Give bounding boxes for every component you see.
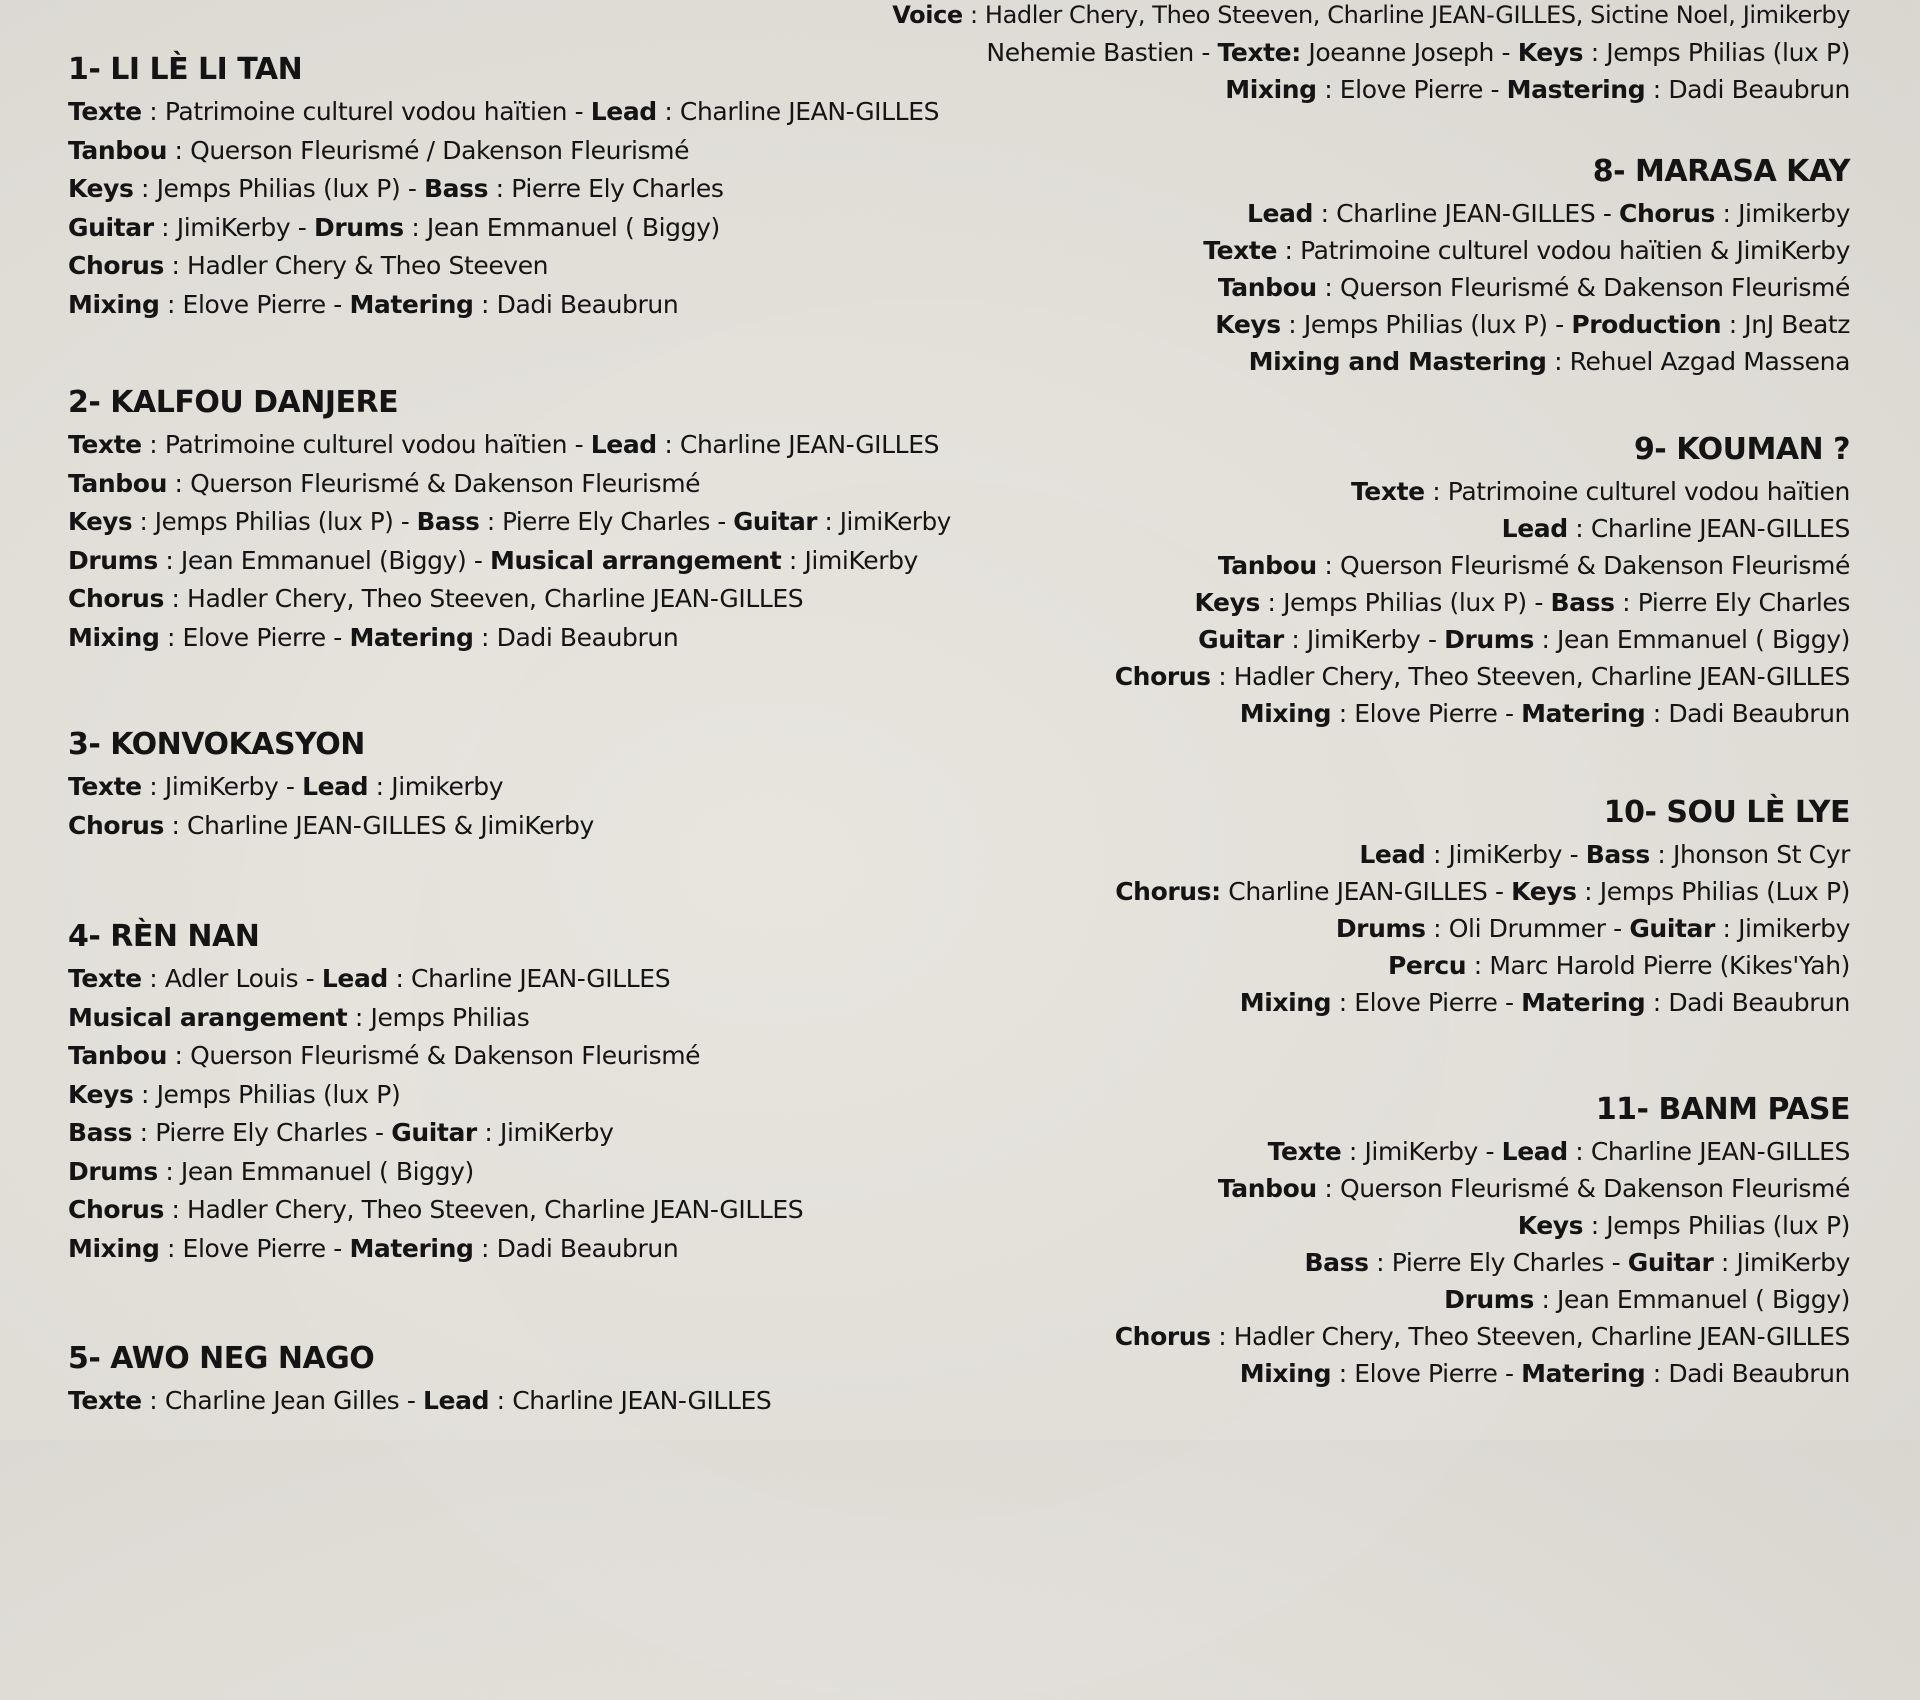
credit-line	[890, 473, 1850, 510]
credit-names: : Dadi Beaubrun	[473, 1233, 679, 1263]
credit-role: Drums	[1444, 1285, 1534, 1314]
track-block	[68, 725, 968, 845]
credit-names: : Jemps Philias (lux P) -	[132, 507, 417, 536]
credit-names: : Hadler Chery & Theo Steeven	[163, 251, 549, 280]
credit-names: : Patrimoine culturel vodou haïtien	[1424, 477, 1850, 506]
credit-names: : Elove Pierre -	[159, 622, 350, 652]
credit-names: : JimiKerby	[817, 507, 951, 536]
credit-role: Chorus	[1619, 199, 1715, 228]
credit-names: : Patrimoine culturel vodou haïtien -	[141, 430, 591, 459]
credit-line	[68, 1153, 968, 1192]
credit-role: Drums	[1335, 914, 1426, 943]
credit-names: : Pierre Ely Charles	[488, 174, 724, 203]
credit-names: : Patrimoine culturel vodou haïtien -	[141, 97, 591, 126]
track-title: 9- KOUMAN ?	[1633, 432, 1850, 467]
credit-line	[890, 510, 1850, 547]
track-block	[890, 152, 1850, 380]
credit-role: Matering	[1521, 1359, 1646, 1388]
credit-role: Lead	[1501, 1137, 1568, 1166]
credit-role: Lead	[590, 97, 657, 126]
credit-line	[890, 269, 1850, 306]
credit-role: Keys	[1194, 588, 1260, 617]
credit-names: : Dadi Beaubrun	[1645, 699, 1850, 728]
credit-names: : Jimikerby	[1714, 199, 1850, 228]
credit-role: Texte	[68, 430, 142, 459]
track-title: 11- BANM PASE	[1595, 1092, 1850, 1127]
credit-line	[890, 1355, 1850, 1392]
credit-role: Tanbou	[1217, 273, 1317, 302]
credit-names: : Querson Fleurismé & Dakenson Fleurismé	[1316, 551, 1850, 580]
credit-line	[68, 1076, 968, 1115]
credit-names: : Pierre Ely Charles	[1614, 588, 1850, 617]
credit-line	[890, 658, 1850, 695]
credit-line	[890, 1244, 1850, 1281]
credit-line	[68, 93, 968, 132]
track-title: 2- KALFOU DANJERE	[68, 385, 399, 420]
credit-role: Keys	[68, 174, 134, 203]
track-block	[890, 1090, 1850, 1392]
credit-role: Percu	[1387, 951, 1467, 980]
credit-names: : Hadler Chery, Theo Steeven, Charline JEAN-GILLES	[163, 1195, 804, 1224]
credit-names: : Dadi Beaubrun	[473, 289, 679, 319]
credit-line	[68, 209, 968, 248]
credit-line	[890, 621, 1850, 658]
credit-role: Texte	[1267, 1137, 1342, 1166]
credit-role: Chorus	[68, 584, 164, 613]
credit-names: : JimiKerby -	[141, 772, 303, 801]
credit-line	[890, 1281, 1850, 1318]
credit-names: : Jean Emmanuel ( Biggy)	[1533, 1285, 1850, 1314]
credit-line	[890, 343, 1850, 380]
credit-role: Musical arangement	[68, 1002, 348, 1032]
credit-names: : JimiKerby	[781, 545, 918, 575]
credit-role: Chorus	[1114, 1322, 1211, 1351]
track-title: 10- SOU LÈ LYE	[1603, 795, 1850, 830]
credit-role: Musical arrangement	[490, 545, 782, 575]
credit-names: : Oli Drummer -	[1425, 914, 1630, 943]
track-title: 1- LI LÈ LI TAN	[68, 52, 303, 87]
credit-names: : Rehuel Azgad Massena	[1546, 347, 1850, 376]
credit-role: Lead	[302, 772, 369, 801]
credit-names: : Adler Louis -	[141, 964, 322, 993]
credit-line	[890, 1170, 1850, 1207]
credit-role: Drums	[1444, 625, 1534, 654]
credit-role: Tanbou	[68, 1041, 167, 1070]
credit-names: : JimiKerby	[1713, 1248, 1850, 1277]
credit-names: : Jemps Philias	[347, 1002, 530, 1032]
credit-names: Joeanne Joseph -	[1300, 38, 1518, 67]
credit-names: : Elove Pierre -	[1331, 988, 1522, 1017]
credit-line	[68, 542, 968, 581]
credit-names: : Pierre Ely Charles -	[479, 507, 734, 536]
credit-line	[890, 547, 1850, 584]
credit-role: Keys	[1517, 38, 1584, 67]
credit-names: : Elove Pierre -	[1331, 699, 1522, 728]
credit-names: : JimiKerby -	[1283, 625, 1445, 654]
credit-role: Guitar	[391, 1118, 477, 1147]
credit-names: : Dadi Beaubrun	[1645, 988, 1850, 1017]
credit-names: : Hadler Chery, Theo Steeven, Charline JEAN-GILLES	[163, 584, 804, 613]
credit-names: : Charline JEAN-GILLES	[489, 1386, 772, 1415]
credit-line	[890, 695, 1850, 732]
credit-names: Charline JEAN-GILLES -	[1220, 877, 1512, 906]
credit-line	[68, 999, 968, 1038]
track-title: 5- AWO NEG NAGO	[68, 1341, 375, 1376]
credit-line	[68, 132, 968, 171]
credit-role: Matering	[1521, 699, 1646, 728]
credit-names: : Querson Fleurismé & Dakenson Fleurismé	[1316, 1174, 1850, 1203]
credit-role: Texte	[68, 964, 142, 993]
credit-names: : Hadler Chery, Theo Steeven, Charline JEAN-GILLES, Sictine Noel, Jimikerby	[962, 1, 1850, 29]
credit-role: Texte	[1350, 477, 1425, 506]
credit-line	[68, 580, 968, 619]
credit-names: : Jemps Philias (Lux P)	[1576, 877, 1850, 906]
credit-names: : JnJ Beatz	[1721, 310, 1850, 339]
credit-role: Keys	[1511, 877, 1577, 906]
credit-role: Mixing	[1225, 75, 1317, 104]
credit-role: Texte	[1203, 236, 1278, 265]
track-block	[68, 383, 968, 657]
credit-role: Drums	[68, 545, 158, 575]
track-title: 4- RÈN NAN	[68, 919, 260, 954]
credit-role: Tanbou	[1217, 1174, 1317, 1203]
credit-line	[890, 873, 1850, 910]
credit-line	[890, 0, 1850, 34]
credit-role: Keys	[1215, 310, 1281, 339]
credit-line	[890, 584, 1850, 621]
credit-line	[68, 503, 968, 542]
credit-role: Mixing	[1239, 699, 1332, 728]
credit-line	[68, 1230, 968, 1269]
credit-role: Drums	[313, 212, 404, 242]
credit-names: : Jemps Philias (lux P) -	[1259, 588, 1551, 617]
credit-names: : Querson Fleurismé / Dakenson Fleurismé	[166, 135, 690, 165]
credit-names: : Jean Emmanuel ( Biggy)	[403, 212, 720, 242]
credit-names: : Jimikerby	[368, 772, 504, 801]
credit-names: : Querson Fleurismé & Dakenson Fleurismé	[166, 468, 701, 498]
credit-role: Tanbou	[1217, 551, 1317, 580]
credit-names: : Charline JEAN-GILLES	[656, 97, 940, 126]
credit-role: Keys	[68, 1079, 134, 1109]
credit-role: Matering	[349, 289, 474, 319]
credit-names: : Charline JEAN-GILLES	[656, 430, 940, 459]
credit-line	[68, 247, 968, 286]
credit-names: : JimiKerby	[476, 1118, 614, 1147]
credit-role: Chorus	[1114, 662, 1211, 691]
credit-names: : Elove Pierre -	[1316, 75, 1507, 104]
credit-role: Mixing	[68, 1233, 160, 1263]
credit-line	[68, 170, 968, 209]
credit-role: Guitar	[1198, 625, 1284, 654]
track-title: 8- MARASA KAY	[1592, 154, 1850, 189]
credit-role: Texte	[68, 97, 142, 126]
credit-names: : Jemps Philias (lux P) -	[133, 174, 425, 203]
credit-line	[890, 1207, 1850, 1244]
credit-role: Matering	[1521, 988, 1646, 1017]
credit-line	[68, 426, 968, 465]
credit-role: Matering	[349, 622, 474, 652]
credit-line	[68, 807, 968, 846]
credit-role: Chorus	[68, 1195, 164, 1224]
credit-line	[68, 960, 968, 999]
credit-names: Nehemie Bastien -	[986, 38, 1218, 67]
credit-role: Guitar	[68, 212, 154, 242]
credit-names: : Charline JEAN-GILLES	[1567, 1137, 1850, 1166]
track-block	[890, 793, 1850, 1021]
credit-line	[68, 1191, 968, 1230]
credit-names: : Dadi Beaubrun	[1645, 1359, 1850, 1388]
credit-names: : Jemps Philias (lux P)	[1583, 38, 1850, 67]
credit-role: Mixing	[1239, 988, 1332, 1017]
credit-names: : Patrimoine culturel vodou haïtien & JimiKerby	[1277, 236, 1850, 265]
credit-names: : JimiKerby -	[1425, 840, 1586, 869]
credit-role: Texte	[68, 772, 142, 801]
credit-names: : Charline Jean Gilles -	[141, 1386, 424, 1415]
credit-line	[68, 1382, 968, 1421]
credit-role: Voice	[892, 1, 963, 29]
credit-role: Lead	[590, 430, 657, 459]
credit-role: Guitar	[1629, 914, 1715, 943]
track-block	[68, 1339, 968, 1421]
credit-names: : Jemps Philias (lux P)	[1583, 1211, 1850, 1240]
credit-role: Chorus:	[1115, 877, 1221, 906]
credit-role: Production	[1571, 310, 1722, 339]
credit-names: : Pierre Ely Charles -	[1368, 1248, 1628, 1277]
track-block	[68, 917, 968, 1268]
credit-names: : Charline JEAN-GILLES & JimiKerby	[163, 810, 594, 840]
credit-role: Lead	[321, 964, 388, 993]
credit-role: Texte	[68, 1386, 142, 1415]
credit-role: Tanbou	[68, 135, 167, 165]
track-block	[890, 430, 1850, 732]
credit-role: Mastering	[1506, 75, 1646, 104]
track-title: 3- KONVOKASYON	[68, 727, 365, 762]
credit-line	[68, 619, 968, 658]
credit-line	[68, 286, 968, 325]
credit-role: Texte:	[1217, 38, 1301, 67]
credit-line	[890, 1318, 1850, 1355]
credit-line	[890, 910, 1850, 947]
credit-names: : Jean Emmanuel ( Biggy)	[157, 1156, 474, 1186]
credit-role: Mixing	[1239, 1359, 1332, 1388]
credit-role: Tanbou	[68, 468, 167, 498]
credit-role: Keys	[68, 507, 133, 536]
credit-names: : JimiKerby -	[1341, 1137, 1502, 1166]
credit-role: Matering	[349, 1233, 474, 1263]
credit-names: : Charline JEAN-GILLES	[1567, 514, 1850, 543]
credit-names: : Jhonson St Cyr	[1649, 840, 1850, 869]
credit-role: Bass	[416, 507, 480, 536]
credit-role: Guitar	[733, 507, 818, 536]
credit-role: Mixing and Mastering	[1248, 347, 1547, 376]
credit-names: : Querson Fleurismé & Dakenson Fleurismé	[1316, 273, 1850, 302]
credit-line	[890, 1133, 1850, 1170]
credit-role: Bass	[1585, 840, 1650, 869]
credit-role: Keys	[1517, 1211, 1584, 1240]
credit-role: Lead	[423, 1386, 490, 1415]
credit-line	[68, 465, 968, 504]
credit-names: : Dadi Beaubrun	[1645, 75, 1850, 104]
credit-names: : Charline JEAN-GILLES -	[1313, 199, 1620, 228]
credit-line	[890, 947, 1850, 984]
credit-line	[890, 71, 1850, 108]
credit-names: : JimiKerby -	[153, 212, 314, 242]
credit-names: : Querson Fleurismé & Dakenson Fleurismé	[166, 1041, 701, 1070]
track-block	[68, 50, 968, 324]
track-block	[890, 0, 1850, 108]
credit-names: : Marc Harold Pierre (Kikes'Yah)	[1466, 951, 1850, 980]
credit-names: : Charline JEAN-GILLES	[387, 964, 671, 993]
credit-role: Chorus	[68, 810, 164, 840]
credit-role: Mixing	[68, 622, 160, 652]
credit-line	[890, 232, 1850, 269]
credit-line	[68, 1037, 968, 1076]
credit-line	[890, 34, 1850, 71]
credit-line	[890, 306, 1850, 343]
credit-role: Bass	[424, 174, 489, 203]
credit-role: Guitar	[1627, 1248, 1714, 1277]
credit-names: : Jemps Philias (lux P) -	[1280, 310, 1572, 339]
credit-names: : Jean Emmanuel (Biggy) -	[157, 545, 491, 575]
credit-names: : Dadi Beaubrun	[473, 622, 679, 652]
credit-names: : Hadler Chery, Theo Steeven, Charline JEAN-GILLES	[1210, 1322, 1850, 1351]
credit-names: : Elove Pierre -	[159, 1233, 350, 1263]
credit-line	[890, 195, 1850, 232]
credit-role: Lead	[1501, 514, 1568, 543]
credit-role: Mixing	[68, 289, 160, 319]
credit-names: : Pierre Ely Charles -	[132, 1118, 392, 1147]
credit-names: : Jean Emmanuel ( Biggy)	[1533, 625, 1850, 654]
credit-role: Lead	[1246, 199, 1314, 228]
credit-line	[68, 768, 968, 807]
credit-names: : Jemps Philias (lux P)	[133, 1079, 401, 1109]
credit-role: Chorus	[68, 251, 164, 280]
credit-line	[890, 836, 1850, 873]
credit-role: Bass	[1550, 588, 1615, 617]
credit-names: : Elove Pierre -	[159, 289, 350, 319]
credit-names: : Jimikerby	[1714, 914, 1850, 943]
credit-role: Bass	[68, 1118, 133, 1147]
credit-names: : Elove Pierre -	[1331, 1359, 1522, 1388]
credit-line	[890, 984, 1850, 1021]
credit-names: : Hadler Chery, Theo Steeven, Charline JEAN-GILLES	[1210, 662, 1850, 691]
credit-role: Lead	[1359, 840, 1426, 869]
credit-role: Drums	[68, 1156, 158, 1186]
credit-line	[68, 1114, 968, 1153]
credit-role: Bass	[1304, 1248, 1369, 1277]
